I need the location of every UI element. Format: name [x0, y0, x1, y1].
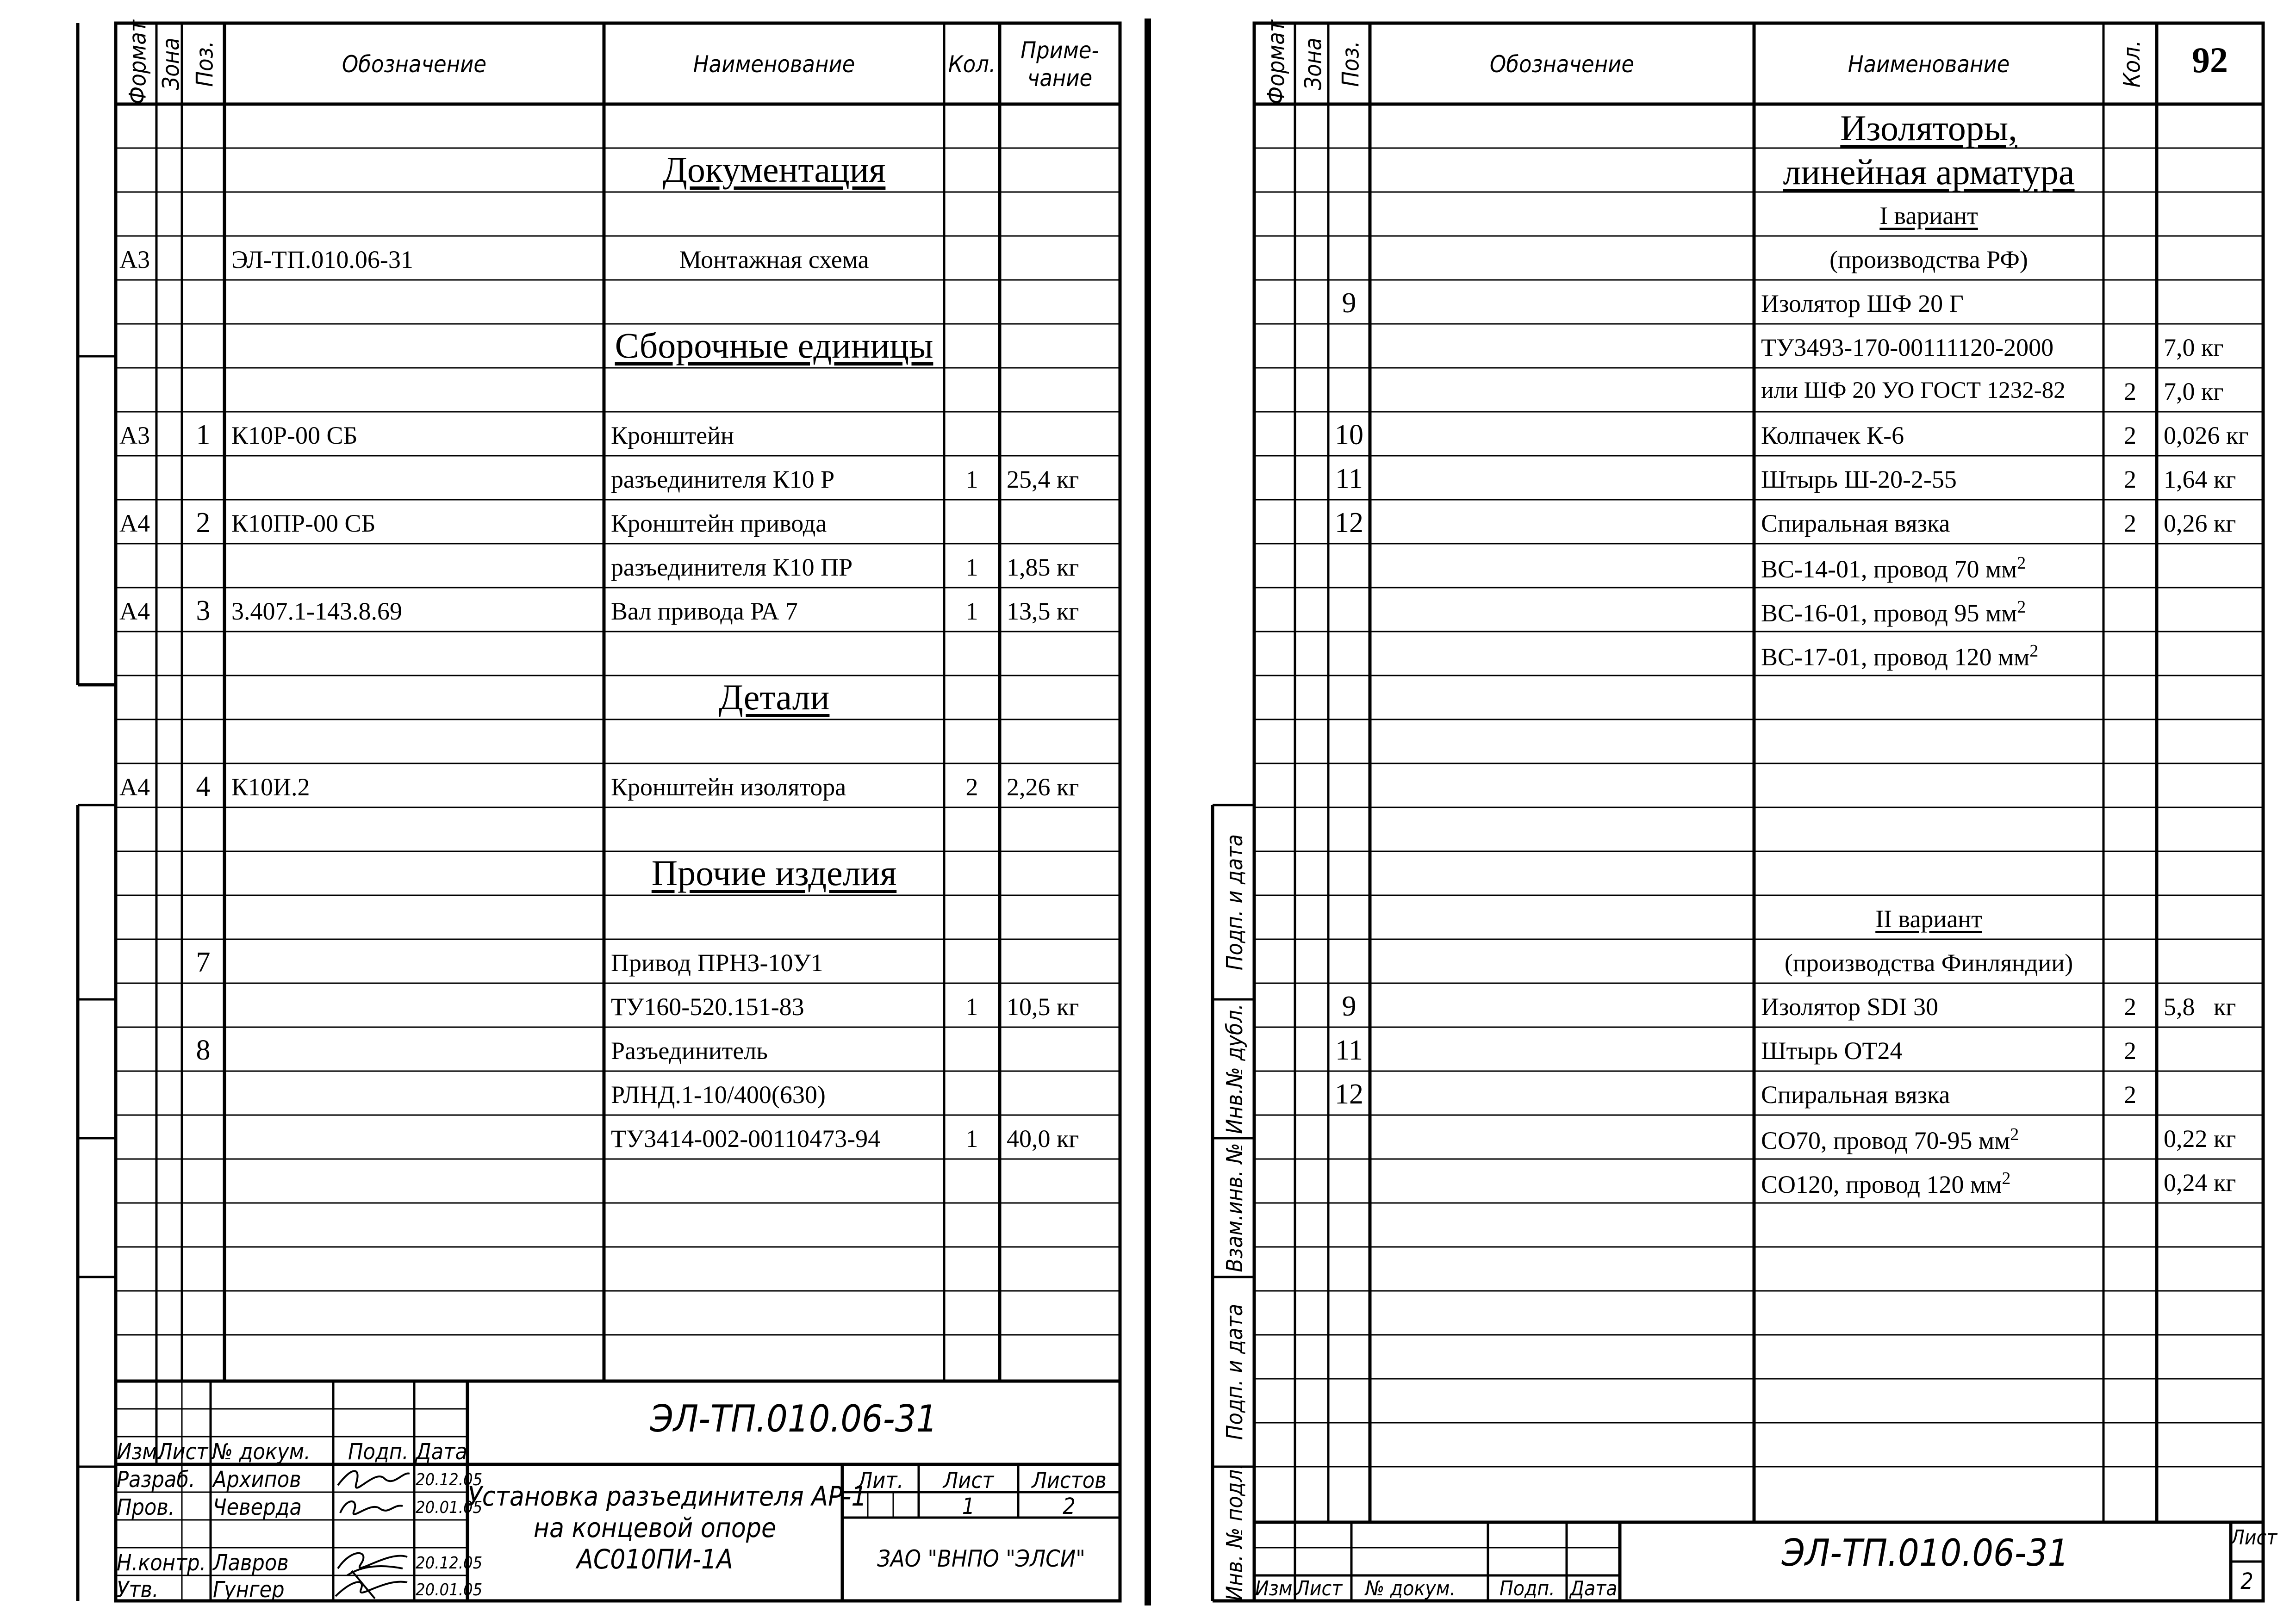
- section-documentation: Документация: [662, 149, 886, 190]
- tb-col-izm: Изм.: [117, 1439, 164, 1465]
- tb-col-data: Дата: [416, 1439, 467, 1465]
- pos-cell: 4: [196, 771, 211, 802]
- pos-cell: 11: [1335, 463, 1363, 495]
- tb-title-line1: Установка разъединителя АР-1: [467, 1481, 867, 1512]
- subsection-variant-2: II вариант: [1875, 905, 1982, 933]
- col-header-format: Формат: [1263, 20, 1290, 105]
- tb-col-podp: Подп.: [348, 1439, 409, 1465]
- name-cell: Кронштейн изолятора: [611, 773, 846, 801]
- right-doc-code: ЭЛ-ТП.010.06-31: [1781, 1531, 2069, 1574]
- name-cell: Спиральная вязка: [1761, 509, 1950, 537]
- name-cell: ВС-14-01, провод 70 $мм^2$: [1761, 553, 2026, 583]
- col-header-qty: Кол.: [2118, 40, 2146, 88]
- col-header-designation: Обозначение: [1489, 51, 1635, 78]
- tb-role-razrab: Разраб.: [117, 1467, 195, 1493]
- col-header-name: Наименование: [693, 51, 855, 78]
- designation-cell: К10И.2: [231, 773, 310, 801]
- tb-col-list: Лист: [157, 1439, 208, 1465]
- section-other-items: Прочие изделия: [651, 853, 897, 893]
- pos-cell: 2: [196, 507, 211, 539]
- tb-col-izm: Изм.: [1255, 1577, 1299, 1600]
- col-header-format: Формат: [124, 20, 151, 105]
- tb-date-razrab: 20.12.05: [416, 1470, 483, 1489]
- stamp-podp-data-1: Подп. и дата: [1222, 834, 1248, 971]
- section-insulators-line1: Изоляторы,: [1840, 108, 2017, 148]
- tb-col-ndoc: № докум.: [1365, 1577, 1456, 1600]
- name-cell: ВС-16-01, провод 95 $мм^2$: [1761, 597, 2026, 627]
- pos-cell: 7: [196, 947, 211, 978]
- stamp-inv-podl: Инв. № подл.: [1222, 1463, 1248, 1601]
- tb-name-nkontr: Лавров: [213, 1550, 289, 1576]
- qty-cell: 2: [2124, 1037, 2136, 1065]
- signature-utv: [336, 1571, 407, 1599]
- qty-cell: 1: [965, 1125, 978, 1153]
- tb-title-line3: АС010ПИ-1А: [577, 1543, 733, 1575]
- tb-sheet-label: Лист: [2231, 1526, 2277, 1550]
- tb-col-ndoc: № докум.: [212, 1439, 311, 1465]
- note-cell: 0,026 кг: [2164, 421, 2249, 449]
- tb-sheet-value: 2: [2240, 1568, 2253, 1594]
- pos-cell: 1: [196, 419, 211, 451]
- qty-cell: 1: [965, 597, 978, 625]
- tb-role-prov: Пров.: [117, 1494, 175, 1520]
- note-cell: 7,0 кг: [2164, 334, 2224, 361]
- name-cell: Кронштейн привода: [611, 509, 827, 537]
- name-cell: СО70, провод 70-95 $мм^2$: [1761, 1125, 2019, 1154]
- qty-cell: 1: [965, 993, 978, 1021]
- name-cell: Разъединитель: [611, 1037, 768, 1065]
- note-cell: 5,8 кг: [2164, 993, 2236, 1021]
- signatures: [333, 1464, 414, 1601]
- designation-cell: 3.407.1-143.8.69: [231, 597, 402, 625]
- origin-russia: (производства РФ): [1829, 246, 2028, 273]
- format-cell: А4: [119, 597, 150, 625]
- col-header-zone: Зона: [157, 37, 185, 90]
- signature-prov: [340, 1501, 403, 1514]
- col-header-note-line2: чание: [1027, 65, 1093, 92]
- qty-cell: 1: [965, 553, 978, 581]
- col-header-designation: Обозначение: [342, 51, 487, 78]
- section-details: Детали: [718, 677, 830, 717]
- name-cell: Вал привода РА 7: [611, 597, 798, 625]
- col-header-note-line1: Приме-: [1020, 37, 1099, 64]
- designation-cell: К10Р-00 СБ: [231, 421, 358, 449]
- name-cell: или ШФ 20 УО ГОСТ 1232-82: [1761, 378, 2066, 403]
- designation-cell: ЭЛ-ТП.010.06-31: [231, 246, 413, 273]
- name-cell: Штырь Ш-20-2-55: [1761, 465, 1957, 493]
- qty-cell: 2: [2124, 421, 2136, 449]
- signature-razrab: [338, 1471, 410, 1488]
- format-cell: А4: [119, 509, 150, 537]
- tb-sheet-value: 1: [962, 1494, 975, 1519]
- format-cell: А3: [119, 246, 150, 273]
- stamp-podp-data-2: Подп. и дата: [1222, 1303, 1248, 1440]
- col-header-pos: Поз.: [191, 41, 218, 87]
- left-doc-code: ЭЛ-ТП.010.06-31: [650, 1397, 938, 1440]
- qty-cell: 2: [2124, 993, 2136, 1021]
- note-cell: 2,26 кг: [1007, 773, 1079, 801]
- tb-date-nkontr: 20.12.05: [416, 1554, 483, 1573]
- note-cell: 25,4 кг: [1007, 465, 1079, 493]
- col-header-zone: Зона: [1300, 37, 1327, 90]
- tb-organization: ЗАО "ВНПО "ЭЛСИ": [877, 1545, 1085, 1572]
- name-cell: СО120, провод 120 $мм^2$: [1761, 1169, 2011, 1198]
- tb-name-utv: Гунгер: [213, 1577, 285, 1603]
- note-cell: 40,0 кг: [1007, 1125, 1079, 1153]
- pos-cell: 9: [1342, 991, 1356, 1022]
- page-number: 92: [2192, 40, 2228, 80]
- tb-sheets-value: 2: [1063, 1494, 1076, 1519]
- pos-cell: 9: [1342, 287, 1356, 319]
- tb-name-razrab: Архипов: [213, 1467, 301, 1493]
- tb-role-nkontr: Н.контр.: [117, 1550, 206, 1576]
- note-cell: 10,5 кг: [1007, 993, 1079, 1021]
- tb-date-utv: 20.01.05: [416, 1581, 483, 1599]
- tb-date-prov: 20.01.05: [416, 1498, 483, 1517]
- section-assembly-units: Сборочные единицы: [615, 325, 933, 366]
- stamp-vzam-inv: Взам.инв. №: [1222, 1143, 1248, 1272]
- qty-cell: 1: [965, 465, 978, 493]
- name-cell: Штырь ОТ24: [1761, 1037, 1903, 1065]
- signature-nkontr: [338, 1553, 407, 1575]
- name-cell: Изолятор ШФ 20 Г: [1761, 290, 1964, 317]
- pos-cell: 11: [1335, 1035, 1363, 1066]
- format-cell: А4: [119, 773, 150, 801]
- note-cell: 1,64 кг: [2164, 465, 2236, 493]
- tb-sheets-label: Листов: [1032, 1468, 1107, 1494]
- col-header-qty: Кол.: [948, 51, 996, 78]
- designation-cell: К10ПР-00 СБ: [231, 509, 376, 537]
- col-header-pos: Поз.: [1337, 41, 1364, 87]
- name-cell: Монтажная схема: [679, 246, 869, 273]
- note-cell: 0,22 кг: [2164, 1125, 2236, 1153]
- tb-col-podp: Подп.: [1500, 1577, 1555, 1600]
- qty-cell: 2: [2124, 465, 2136, 493]
- tb-role-utv: Утв.: [117, 1577, 159, 1603]
- qty-cell: 2: [2124, 378, 2136, 405]
- pos-cell: 12: [1335, 507, 1363, 539]
- subsection-variant-1: I вариант: [1879, 202, 1978, 229]
- section-insulators-line2: линейная арматура: [1783, 152, 2075, 192]
- name-cell: Кронштейн: [611, 421, 734, 449]
- name-cell: ТУ160-520.151-83: [611, 993, 804, 1021]
- qty-cell: 2: [2124, 1081, 2136, 1109]
- qty-cell: 2: [965, 773, 978, 801]
- tb-col-data: Дата: [1570, 1577, 1618, 1600]
- name-cell: ТУ3414-002-00110473-94: [611, 1125, 881, 1153]
- pos-cell: 3: [196, 595, 211, 626]
- format-cell: А3: [119, 421, 150, 449]
- note-cell: 0,26 кг: [2164, 509, 2236, 537]
- note-cell: 13,5 кг: [1007, 597, 1079, 625]
- tb-sheet-label: Лист: [943, 1468, 994, 1494]
- name-cell: Изолятор SDI 30: [1761, 993, 1938, 1021]
- origin-finland: (производства Финляндии): [1784, 949, 2073, 977]
- name-cell: Привод ПРНЗ-10У1: [611, 949, 823, 977]
- tb-title-line2: на концевой опоре: [533, 1512, 777, 1543]
- tb-lit-label: Лит.: [857, 1468, 904, 1494]
- name-cell: ТУ3493-170-00111120-2000: [1761, 334, 2054, 361]
- name-cell: разъединителя К10 Р: [611, 465, 835, 493]
- pos-cell: 8: [196, 1035, 211, 1066]
- note-cell: 1,85 кг: [1007, 553, 1079, 581]
- name-cell: Колпачек К-6: [1761, 421, 1904, 449]
- name-cell: разъединителя К10 ПР: [611, 553, 853, 581]
- pos-cell: 12: [1335, 1079, 1363, 1110]
- col-header-name: Наименование: [1848, 51, 2010, 78]
- tb-name-prov: Чеверда: [213, 1494, 302, 1520]
- note-cell: 7,0 кг: [2164, 378, 2224, 405]
- stamp-inv-dubl: Инв.№ дубл.: [1222, 1004, 1248, 1134]
- pos-cell: 10: [1335, 419, 1363, 451]
- tb-col-list: Лист: [1296, 1577, 1343, 1600]
- qty-cell: 2: [2124, 509, 2136, 537]
- name-cell: РЛНД.1-10/400(630): [611, 1081, 826, 1109]
- name-cell: Спиральная вязка: [1761, 1081, 1950, 1109]
- name-cell: ВС-17-01, провод 120 $мм^2$: [1761, 641, 2039, 671]
- note-cell: 0,24 кг: [2164, 1169, 2236, 1196]
